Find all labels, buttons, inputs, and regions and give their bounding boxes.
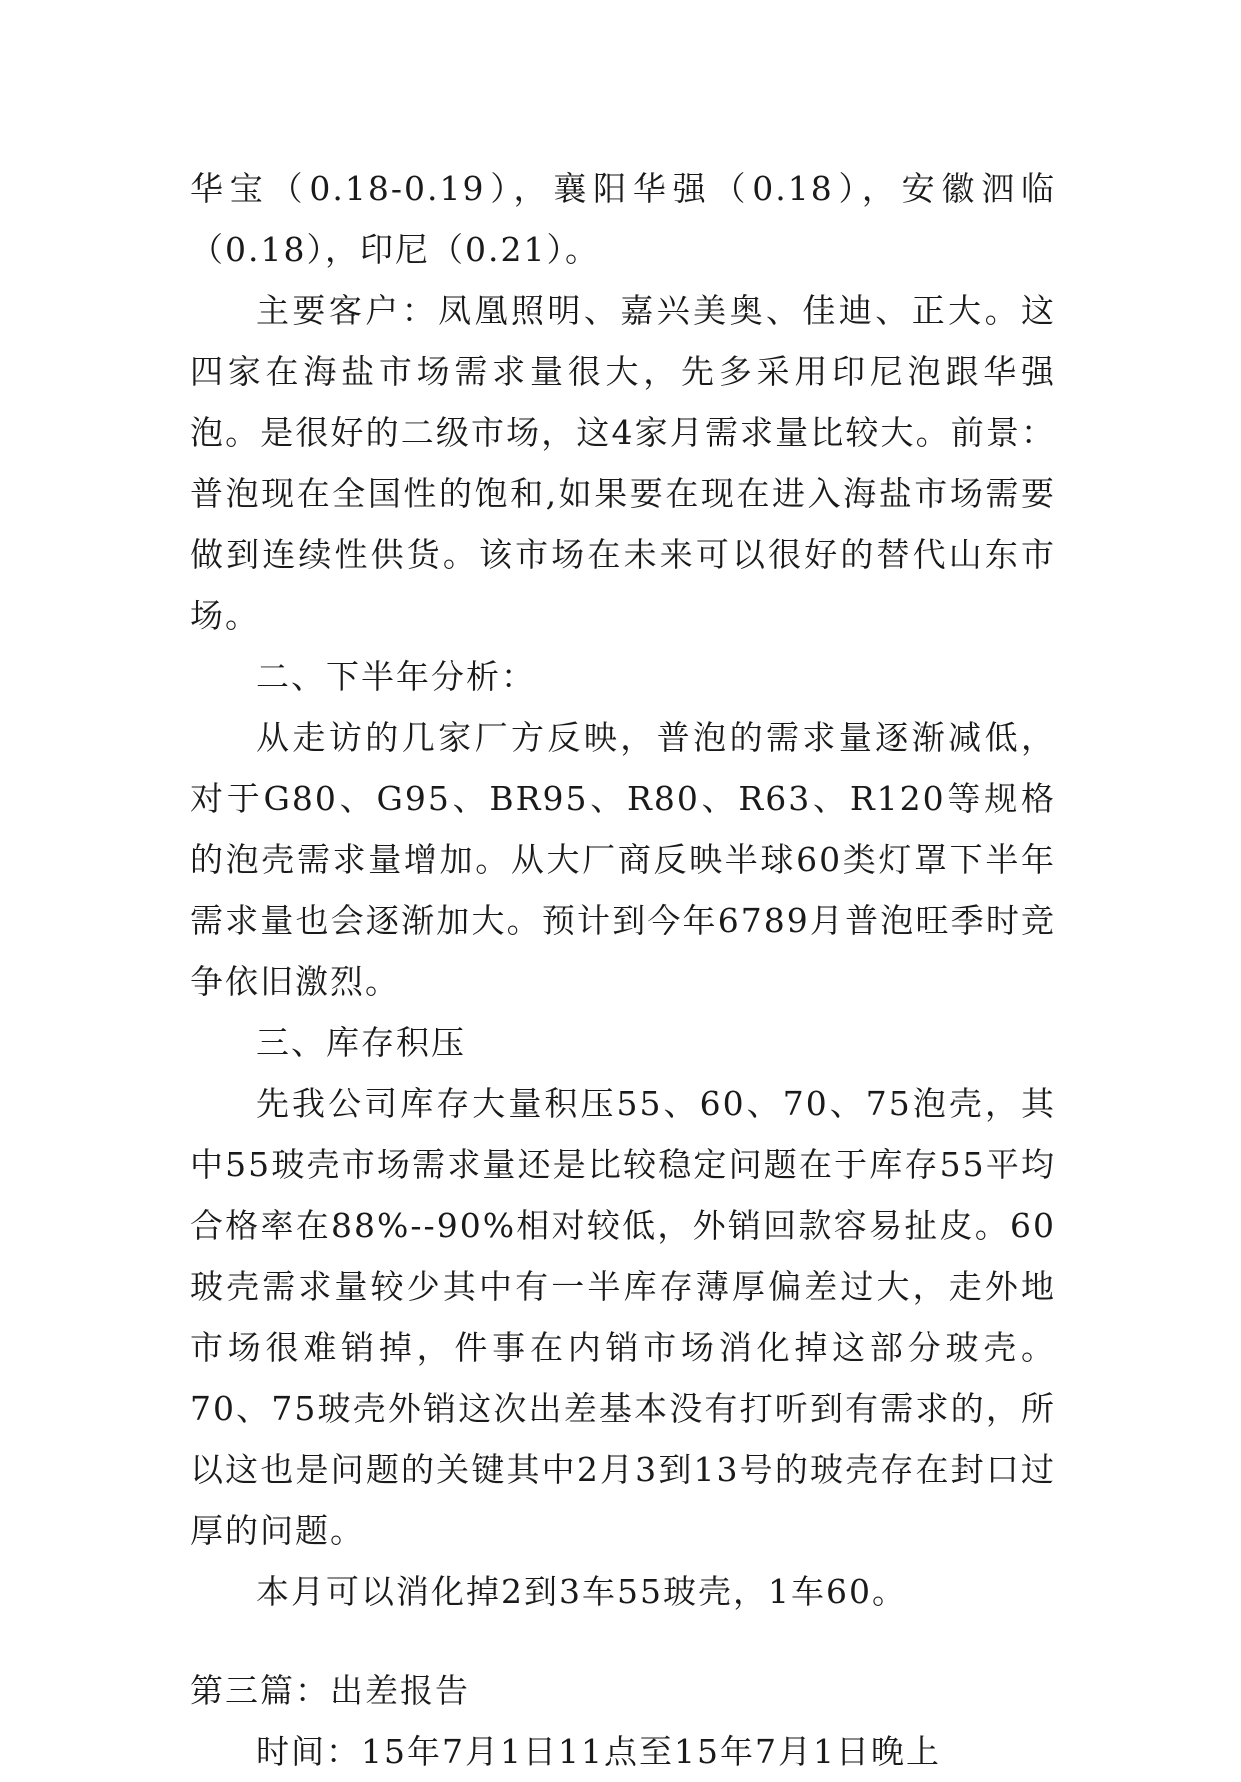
time-line: 时间：15年7月1日11点至15年7月1日晚上: [256, 1732, 941, 1771]
monthly-plan-paragraph: 本月可以消化掉2到3车55玻壳，1车60。: [256, 1572, 907, 1611]
inventory-paragraph: 先我公司库存大量积压55、60、70、75泡壳，其中55玻壳市场需求量还是比较稳定问题在于库存55平均合格率在88%--90%相对较低，外销回款容易扯皮。60玻壳需求量较少其中有一半库存薄厚偏差过大，走外地市场很难销掉，件事在内销市场消化掉这部分玻壳。70、75玻壳外销这次出差基本没有打听到有需求的，所以这也是问题的关键其中2月3到13号的玻壳存在封口过厚的问题。: [190, 1084, 1056, 1550]
section-title: 第三篇：出差报告: [190, 1671, 470, 1710]
second-half-analysis-heading: 二、下半年分析：: [256, 657, 536, 696]
inventory-heading: 三、库存积压: [256, 1023, 466, 1062]
document-body: [190, 158, 1056, 1782]
section-spacer: [190, 1622, 1056, 1660]
second-half-analysis-paragraph: 从走访的几家厂方反映，普泡的需求量逐渐减低，对于G80、G95、BR95、R80、R63、R120等规格的泡壳需求量增加。从大厂商反映半球60类灯罩下半年需求量也会逐渐加大。预计到今年6789月普泡旺季时竞争依旧激烈。: [190, 718, 1056, 1001]
main-customers-paragraph: 主要客户：凤凰照明、嘉兴美奥、佳迪、正大。这四家在海盐市场需求量很大，先多采用印尼泡跟华强泡。是很好的二级市场，这4家月需求量比较大。前景：普泡现在全国性的饱和,如果要在现在进入海盐市场需要做到连续性供货。该市场在未来可以很好的替代山东市场。: [190, 291, 1056, 635]
supplier-price-paragraph: 华宝（0.18-0.19），襄阳华强（0.18），安徽泗临（0.18），印尼（0.21）。: [190, 169, 1056, 269]
